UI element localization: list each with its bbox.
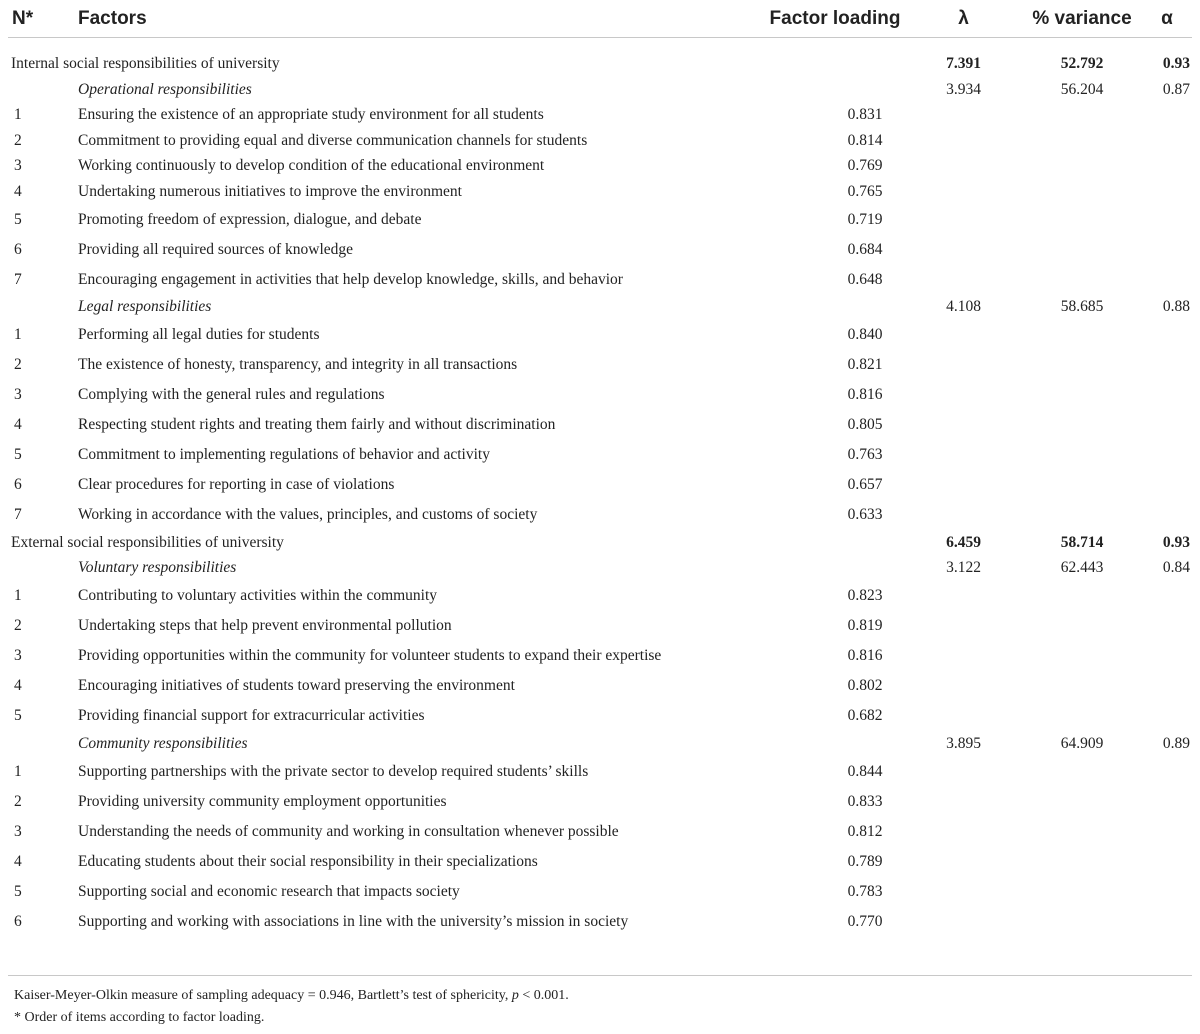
- header-factors: Factors: [75, 0, 765, 38]
- item-alpha-cell: [1142, 641, 1192, 671]
- kmo-note-p: p: [511, 988, 519, 1003]
- item-loading: 0.789: [847, 852, 883, 870]
- item-alpha-cell: [1142, 500, 1192, 530]
- item-number: 5: [14, 446, 22, 463]
- table-row: [8, 731, 1192, 757]
- item-loading: 0.770: [847, 912, 883, 930]
- item-number: 5: [14, 210, 22, 228]
- item-variance-cell: [1022, 581, 1142, 611]
- item-loading: 0.633: [847, 506, 883, 523]
- item-lambda-cell: [905, 235, 1022, 265]
- item-number: 3: [14, 157, 22, 175]
- item-number: 6: [14, 912, 22, 930]
- category-name: Internal social responsibilities of university: [11, 55, 280, 72]
- item-lambda-cell: [905, 671, 1022, 701]
- item-alpha-cell: [1142, 154, 1192, 180]
- item-loading: 0.844: [847, 762, 883, 780]
- item-loading: 0.769: [847, 157, 883, 175]
- item-text: Commitment to providing equal and diverse communication channels for students: [78, 131, 588, 149]
- item-loading: 0.765: [847, 182, 883, 200]
- item-variance-cell: [1022, 500, 1142, 530]
- item-variance-cell: [1022, 154, 1142, 180]
- table-row: [8, 817, 1192, 847]
- subfactor-name: Voluntary responsibilities: [78, 559, 237, 577]
- item-text: Providing financial support for extracurricular activities: [78, 707, 425, 724]
- item-text: Providing opportunities within the community for volunteer students to expand their expertise: [78, 647, 662, 664]
- kmo-note-suffix: < 0.001.: [518, 988, 569, 1003]
- factor-table-container: [8, 0, 1192, 937]
- table-row: [8, 581, 1192, 611]
- item-text: Contributing to voluntary activities within the community: [78, 587, 438, 604]
- subfactor-number-cell: [8, 295, 75, 321]
- table-row: [8, 154, 1192, 180]
- item-variance-cell: [1022, 757, 1142, 787]
- item-lambda-cell: [905, 179, 1022, 205]
- item-text: Undertaking steps that help prevent environmental pollution: [78, 617, 452, 634]
- item-lambda-cell: [905, 350, 1022, 380]
- item-number: 3: [14, 822, 22, 840]
- item-lambda-cell: [905, 907, 1022, 937]
- table-row: [8, 470, 1192, 500]
- item-alpha-cell: [1142, 701, 1192, 731]
- item-alpha-cell: [1142, 671, 1192, 701]
- item-text: Complying with the general rules and regulations: [78, 386, 385, 403]
- item-loading: 0.648: [847, 270, 883, 288]
- subfactor-name: Community responsibilities: [78, 734, 248, 752]
- item-number: 4: [14, 416, 22, 433]
- table-row: [8, 103, 1192, 129]
- item-number: 2: [14, 131, 22, 149]
- table-row: [8, 235, 1192, 265]
- item-variance-cell: [1022, 235, 1142, 265]
- table-row: [8, 350, 1192, 380]
- item-alpha-cell: [1142, 787, 1192, 817]
- item-text: Commitment to implementing regulations of behavior and activity: [78, 446, 490, 463]
- item-alpha-cell: [1142, 350, 1192, 380]
- item-alpha-cell: [1142, 179, 1192, 205]
- item-text: Providing all required sources of knowledge: [78, 240, 354, 258]
- item-lambda-cell: [905, 641, 1022, 671]
- kmo-note: [8, 985, 1192, 1007]
- item-lambda-cell: [905, 265, 1022, 295]
- table-row: [8, 38, 1192, 78]
- item-lambda-cell: [905, 611, 1022, 641]
- table-row: [8, 179, 1192, 205]
- item-number: 1: [14, 587, 22, 604]
- item-text: Undertaking numerous initiatives to improve the environment: [78, 182, 462, 200]
- item-text: Encouraging engagement in activities that help develop knowledge, skills, and behavior: [78, 270, 623, 288]
- item-variance-cell: [1022, 817, 1142, 847]
- item-variance-cell: [1022, 440, 1142, 470]
- category-variance: 58.714: [1060, 533, 1104, 551]
- table-row: [8, 265, 1192, 295]
- item-alpha-cell: [1142, 128, 1192, 154]
- item-alpha-cell: [1142, 380, 1192, 410]
- order-note: * Order of items according to factor loading.: [14, 1010, 265, 1025]
- item-loading: 0.682: [847, 707, 883, 724]
- item-lambda-cell: [905, 154, 1022, 180]
- subfactor-number-cell: [8, 77, 75, 103]
- subfactor-variance: 56.204: [1060, 80, 1104, 98]
- item-number: 5: [14, 882, 22, 900]
- item-loading: 0.783: [847, 882, 883, 900]
- item-variance-cell: [1022, 847, 1142, 877]
- category-alpha: 0.93: [1162, 55, 1190, 72]
- category-lambda: 7.391: [946, 55, 981, 72]
- item-loading: 0.823: [847, 587, 883, 604]
- item-alpha-cell: [1142, 581, 1192, 611]
- table-row: [8, 320, 1192, 350]
- header-alpha: α: [1142, 0, 1192, 38]
- table-row: [8, 907, 1192, 937]
- item-variance-cell: [1022, 350, 1142, 380]
- item-lambda-cell: [905, 470, 1022, 500]
- subfactor-alpha: 0.84: [1162, 559, 1190, 577]
- header-n: N*: [8, 0, 75, 38]
- header-lambda: λ: [905, 0, 1022, 38]
- item-alpha-cell: [1142, 205, 1192, 235]
- subfactor-lambda: 3.895: [946, 734, 981, 752]
- item-text: Supporting social and economic research that impacts society: [78, 882, 460, 900]
- table-row: [8, 205, 1192, 235]
- item-variance-cell: [1022, 787, 1142, 817]
- item-loading: 0.840: [847, 326, 883, 343]
- item-variance-cell: [1022, 320, 1142, 350]
- category-variance: 52.792: [1060, 55, 1104, 72]
- item-text: Understanding the needs of community and working in consultation whenever possible: [78, 822, 619, 840]
- item-number: 1: [14, 762, 22, 780]
- item-loading: 0.816: [847, 386, 883, 403]
- item-text: Providing university community employment opportunities: [78, 792, 447, 810]
- item-lambda-cell: [905, 847, 1022, 877]
- item-loading: 0.684: [847, 240, 883, 258]
- factor-analysis-table: [8, 0, 1192, 937]
- item-variance-cell: [1022, 877, 1142, 907]
- table-row: [8, 847, 1192, 877]
- header-variance: % variance: [1022, 0, 1142, 38]
- item-number: 7: [14, 270, 22, 288]
- item-number: 4: [14, 852, 22, 870]
- item-lambda-cell: [905, 128, 1022, 154]
- item-variance-cell: [1022, 128, 1142, 154]
- item-loading: 0.763: [847, 446, 883, 463]
- item-variance-cell: [1022, 671, 1142, 701]
- table-header: [8, 0, 1192, 38]
- table-row: [8, 701, 1192, 731]
- item-number: 5: [14, 707, 22, 724]
- table-row: [8, 380, 1192, 410]
- item-lambda-cell: [905, 103, 1022, 129]
- item-loading: 0.802: [847, 677, 883, 694]
- table-row: [8, 556, 1192, 582]
- category-alpha: 0.93: [1162, 533, 1190, 551]
- subfactor-alpha: 0.89: [1162, 734, 1190, 752]
- item-loading: 0.805: [847, 416, 883, 433]
- item-number: 4: [14, 182, 22, 200]
- subfactor-lambda: 3.934: [946, 80, 981, 98]
- subfactor-name: Legal responsibilities: [78, 298, 212, 316]
- item-lambda-cell: [905, 877, 1022, 907]
- table-notes: [8, 975, 1192, 1029]
- item-alpha-cell: [1142, 877, 1192, 907]
- item-lambda-cell: [905, 817, 1022, 847]
- table-row: [8, 877, 1192, 907]
- item-loading: 0.657: [847, 476, 883, 493]
- kmo-note-prefix: Kaiser-Meyer-Olkin measure of sampling adequacy = 0.946, Bartlett’s test of sphericity,: [14, 988, 512, 1003]
- subfactor-number-cell: [8, 731, 75, 757]
- item-lambda-cell: [905, 581, 1022, 611]
- item-text: Respecting student rights and treating them fairly and without discrimination: [78, 416, 556, 433]
- item-number: 4: [14, 677, 22, 694]
- item-number: 3: [14, 647, 22, 664]
- item-loading: 0.831: [847, 106, 883, 124]
- item-variance-cell: [1022, 641, 1142, 671]
- item-number: 2: [14, 617, 22, 634]
- item-text: Working continuously to develop condition of the educational environment: [78, 157, 545, 175]
- item-alpha-cell: [1142, 265, 1192, 295]
- item-text: Educating students about their social responsibility in their specializations: [78, 852, 538, 870]
- item-number: 7: [14, 506, 22, 523]
- item-variance-cell: [1022, 205, 1142, 235]
- subfactor-alpha: 0.87: [1162, 80, 1190, 98]
- item-loading: 0.819: [847, 617, 883, 634]
- item-alpha-cell: [1142, 611, 1192, 641]
- table-row: [8, 641, 1192, 671]
- item-variance-cell: [1022, 179, 1142, 205]
- subfactor-loading-cell: [765, 295, 905, 321]
- item-text: Promoting freedom of expression, dialogue, and debate: [78, 210, 422, 228]
- table-row: [8, 77, 1192, 103]
- item-loading: 0.719: [847, 210, 883, 228]
- subfactor-lambda: 4.108: [946, 298, 981, 316]
- subfactor-loading-cell: [765, 77, 905, 103]
- table-row: [8, 440, 1192, 470]
- table-row: [8, 530, 1192, 556]
- item-loading: 0.816: [847, 647, 883, 664]
- item-lambda-cell: [905, 380, 1022, 410]
- item-number: 1: [14, 106, 22, 124]
- item-lambda-cell: [905, 410, 1022, 440]
- item-loading: 0.833: [847, 792, 883, 810]
- item-alpha-cell: [1142, 907, 1192, 937]
- item-number: 2: [14, 792, 22, 810]
- header-row: [8, 0, 1192, 38]
- item-alpha-cell: [1142, 817, 1192, 847]
- item-text: The existence of honesty, transparency, and integrity in all transactions: [78, 356, 518, 373]
- header-factor-loading: Factor loading: [765, 0, 905, 38]
- subfactor-variance: 64.909: [1060, 734, 1104, 752]
- table-row: [8, 671, 1192, 701]
- subfactor-variance: 58.685: [1060, 298, 1104, 316]
- item-alpha-cell: [1142, 410, 1192, 440]
- subfactor-name: Operational responsibilities: [78, 80, 252, 98]
- item-lambda-cell: [905, 440, 1022, 470]
- item-number: 6: [14, 240, 22, 258]
- item-variance-cell: [1022, 410, 1142, 440]
- subfactor-number-cell: [8, 556, 75, 582]
- item-variance-cell: [1022, 701, 1142, 731]
- subfactor-loading-cell: [765, 731, 905, 757]
- item-lambda-cell: [905, 757, 1022, 787]
- table-row: [8, 128, 1192, 154]
- item-lambda-cell: [905, 787, 1022, 817]
- table-body: [8, 38, 1192, 937]
- item-variance-cell: [1022, 907, 1142, 937]
- table-row: [8, 295, 1192, 321]
- item-variance-cell: [1022, 470, 1142, 500]
- item-alpha-cell: [1142, 235, 1192, 265]
- item-alpha-cell: [1142, 757, 1192, 787]
- item-loading: 0.814: [847, 131, 883, 149]
- item-text: Working in accordance with the values, principles, and customs of society: [78, 506, 538, 523]
- item-number: 6: [14, 476, 22, 493]
- item-alpha-cell: [1142, 103, 1192, 129]
- item-lambda-cell: [905, 205, 1022, 235]
- item-alpha-cell: [1142, 847, 1192, 877]
- item-text: Ensuring the existence of an appropriate study environment for all students: [78, 106, 544, 124]
- item-number: 3: [14, 386, 22, 403]
- subfactor-lambda: 3.122: [946, 559, 981, 577]
- subfactor-loading-cell: [765, 556, 905, 582]
- item-text: Clear procedures for reporting in case of violations: [78, 476, 395, 493]
- table-row: [8, 500, 1192, 530]
- subfactor-variance: 62.443: [1060, 559, 1104, 577]
- item-lambda-cell: [905, 701, 1022, 731]
- category-lambda: 6.459: [946, 533, 981, 551]
- item-text: Supporting partnerships with the private sector to develop required students’ skills: [78, 762, 589, 780]
- item-alpha-cell: [1142, 440, 1192, 470]
- item-text: Performing all legal duties for students: [78, 326, 320, 343]
- table-row: [8, 611, 1192, 641]
- table-row: [8, 410, 1192, 440]
- item-variance-cell: [1022, 611, 1142, 641]
- item-number: 2: [14, 356, 22, 373]
- item-text: Supporting and working with associations in line with the university’s mission in society: [78, 912, 629, 930]
- item-number: 1: [14, 326, 22, 343]
- item-lambda-cell: [905, 320, 1022, 350]
- item-text: Encouraging initiatives of students toward preserving the environment: [78, 677, 515, 694]
- item-variance-cell: [1022, 380, 1142, 410]
- subfactor-alpha: 0.88: [1162, 298, 1190, 316]
- category-name: External social responsibilities of university: [11, 533, 284, 551]
- table-row: [8, 757, 1192, 787]
- item-lambda-cell: [905, 500, 1022, 530]
- item-loading: 0.821: [847, 356, 883, 373]
- item-alpha-cell: [1142, 470, 1192, 500]
- item-variance-cell: [1022, 103, 1142, 129]
- item-alpha-cell: [1142, 320, 1192, 350]
- item-loading: 0.812: [847, 822, 883, 840]
- item-variance-cell: [1022, 265, 1142, 295]
- table-row: [8, 787, 1192, 817]
